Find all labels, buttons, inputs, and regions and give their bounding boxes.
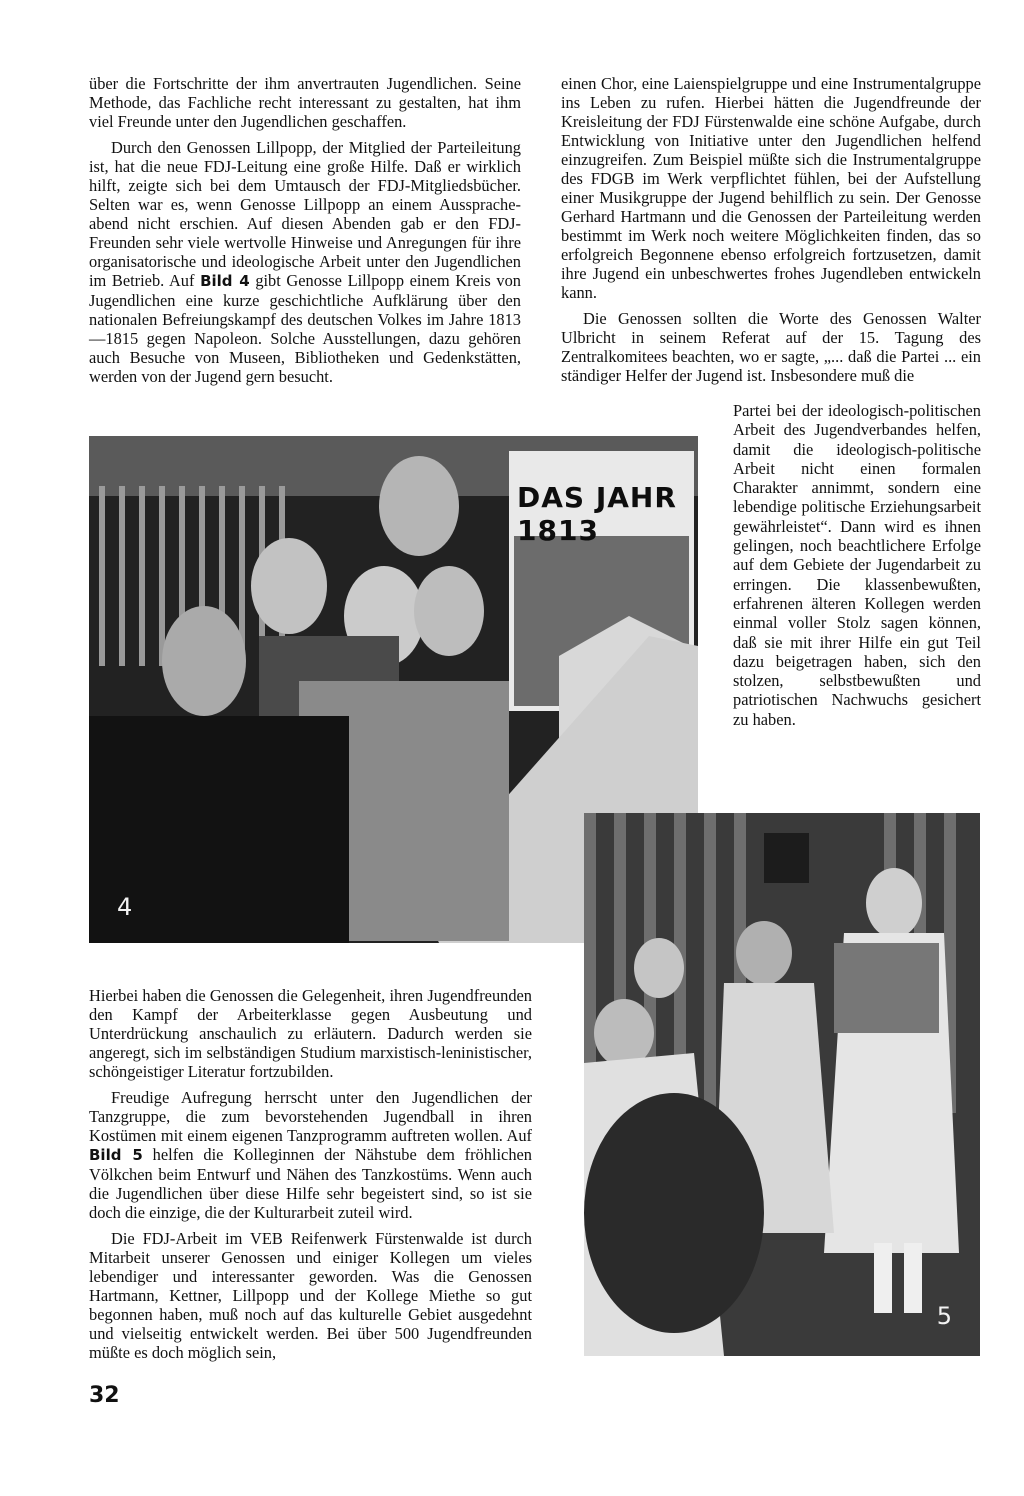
page-number: 32 [89,1383,120,1408]
text-column-right-narrow [733,401,981,736]
paragraph: über die Fortschritte der ihm anvertrauten Jugendlichen. Seine Methode, das Fachliche recht interessant zu gestalten, hat ihm viel Freunde unter den Jugendlichen geschaffen. [89,74,521,131]
text-run: helfen die Kolleginnen der Nähstube dem fröhlichen Völkchen beim Entwurf und Nähen des Tanzkostüms. Wenn auch die Jugendlichen über diese Hilfe sehr begeistert sind, so ist sie doch die einzige, die der Kulturarbeit zuteil wird. [89,1145,532,1222]
paragraph: Hierbei haben die Genossen die Gelegenheit, ihren Jugendfreunden den Kampf der Arbeiterklasse gegen Ausbeutung und Unterdrückung anschaulich zu erläutern. Dadurch werden sie angeregt, sich im selbständigen Studium marxistisch-leninistischer, schöngeistiger Literatur fortzubilden. [89,986,532,1081]
bold-reference: Bild 4 [200,272,250,290]
text-column-left-top [89,74,521,393]
paragraph: einen Chor, eine Laienspielgruppe und eine Instrumentalgruppe ins Leben zu rufen. Hierbei hätten die Jugendfreunde der Kreisleitung der FDJ Fürstenwalde eine schöne Aufgabe, durch Entwicklung von Initiative unter den Jugendlichen helfend einzugreifen. Zum Beispiel müßte sich die Instrumentalgruppe des FDGB im Werk verpflichtet fühlen, bei der Aufstellung einer Musikgruppe der Jugend behilflich zu sein. Der Genosse Gerhard Hartmann und die Genossen der Parteileitung werden bestimmt im Werk noch weitere Möglichkeiten finden, das so erfolgreich Begonnene ebenso erfolgreich fortzusetzen, damit ihre Jugend ein unbeschwertes frohes Jugendleben entwickeln kann. [561,74,981,302]
poster-title: DAS JAHR 1813 [517,481,677,547]
bold-reference: Bild 5 [89,1146,143,1164]
paragraph [89,138,521,386]
photo-number: 5 [936,1302,952,1330]
photo-5-illustration [584,813,980,1356]
text-run: Freudige Aufregung herrscht unter den Jugendlichen der Tanzgruppe, die zum bevorstehenden Jugendball in ihren Kostümen mit einem eigenen Tanzprogramm auftreten wollen. Auf [89,1088,532,1145]
paragraph: Die FDJ-Arbeit im VEB Reifenwerk Fürstenwalde ist durch Mitarbeit unserer Genossen und einiger Kollegen um vieles lebendiger und interessanter geworden. Was die Genossen Hartmann, Kettner, Lillpopp und der Kollege Miethe so gut begonnen haben, muß noch auf das kulturelle Gebiet ausgedehnt und vielseitig entwickelt werden. Bei über 500 Jugendfreunden müßte es doch möglich sein, [89,1229,532,1362]
text-column-right-top [561,74,981,392]
text-column-left-bottom [89,986,532,1369]
paragraph: Partei bei der ideologisch-politischen Arbeit des Jugendverbandes helfen, damit die ideologisch-politische Arbeit nicht einen formalen Charakter annimmt, sondern eine lebendige politische Erziehungsarbeit gewährleistet“. Dann wird es ihnen gelingen, noch beachtlichere Erfolge auf dem Gebiete der Jugendarbeit zu erringen. Die klassenbewußten, erfahrenen älteren Kollegen werden einmal voller Stolz sagen können, daß sie mit ihrer Hilfe ein gut Teil dazu beigetragen haben, sich den stolzen, selbstbewußten und patriotischen Nachwuchs gesichert zu haben. [733,401,981,729]
text-run: Durch den Genossen Lillpopp, der Mitglied der Parteileitung ist, hat die neue FDJ-Leitung eine große Hilfe. Daß er wirklich hilft, zeigte sich bei dem Umtausch der FDJ-Mitgliedsbücher. Selten war es, wenn Genosse Lillpopp an einem Ausspracheabend nicht erschien. Auf diesen Abenden gab er den FDJ-Freunden sehr viele wertvolle Hinweise und Anregungen für ihre organisatorische und ideologische Arbeit unter den Jugendlichen im Betrieb. Auf [89,138,521,290]
paragraph: Die Genossen sollten die Worte des Genossen Walter Ulbricht in seinem Referat auf der 15. Tagung des Zentralkomitees beachten, wo er sagte, „... daß die Partei ... ein ständiger Helfer der Jugend ist. Insbesondere muß die [561,309,981,385]
photo-number: 4 [117,893,133,921]
photo-sewing-room [584,813,980,1356]
text-run: gibt Genosse Lillpopp einem Kreis von Jugendlichen eine kurze geschichtliche Aufklärung über den nationalen Befreiungskampf des deutschen Volkes im Jahre 1813—1815 gegen Napoleon. Solche Ausstellungen, dazu gehören auch Besuche von Museen, Bibliotheken und Gedenkstätten, werden von der Jugend gern besucht. [89,271,521,386]
paragraph [89,1088,532,1222]
